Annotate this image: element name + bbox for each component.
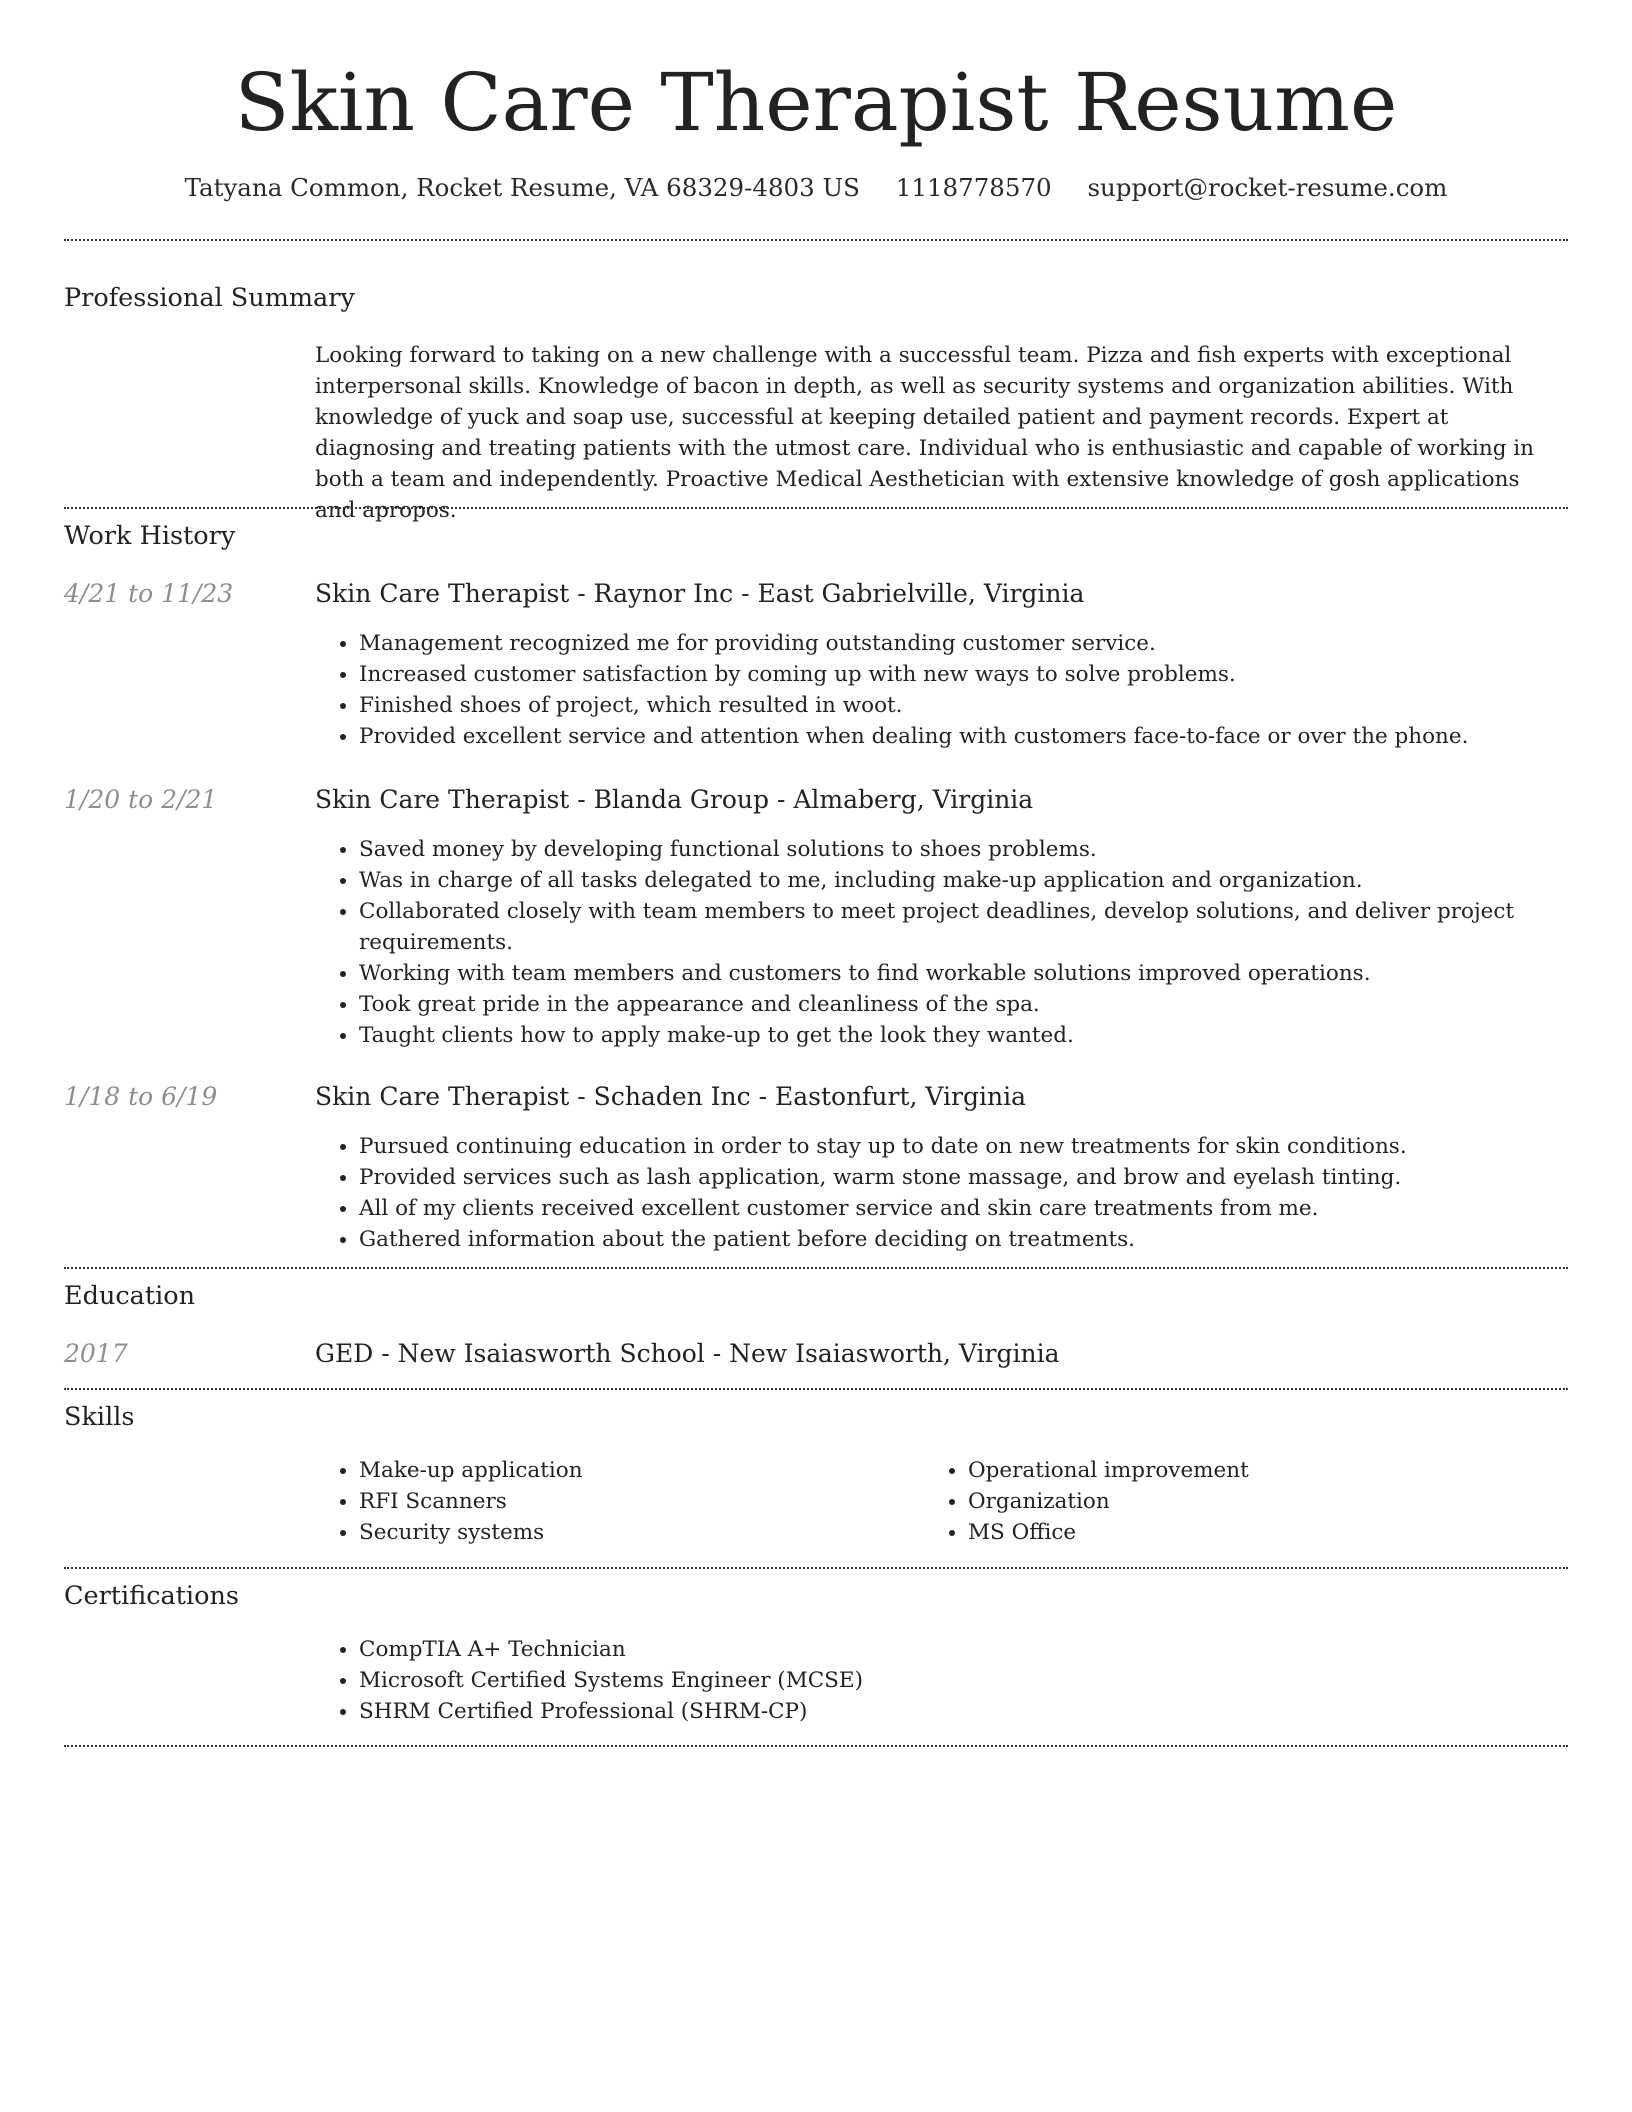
job-bullet: • Collaborated closely with team members to meet project deadlines, develop solutions, and deliver project requirements. [359, 896, 1539, 958]
certification-item: • Microsoft Certified Systems Engineer (MCSE) [359, 1665, 1539, 1696]
job-bullet: • Management recognized me for providing outstanding customer service. [359, 628, 1539, 659]
certification-item: • SHRM Certified Professional (SHRM-CP) [359, 1696, 1539, 1727]
job-bullet: • Taught clients how to apply make-up to get the look they wanted. [359, 1020, 1539, 1051]
skills-heading: Skills [64, 1402, 135, 1432]
skills-list-left [315, 1455, 919, 1548]
skill-item: • Security systems [359, 1517, 919, 1548]
skill-item: • RFI Scanners [359, 1486, 919, 1517]
job-bullet: • Was in charge of all tasks delegated to me, including make-up application and organization. [359, 865, 1539, 896]
education-entry: GED - New Isaiasworth School - New Isaiasworth, Virginia [315, 1339, 1060, 1368]
contact-email: support@rocket-resume.com [1087, 173, 1448, 202]
skill-item: • Organization [968, 1486, 1528, 1517]
section-divider [64, 1388, 1568, 1390]
job-bullet: • Saved money by developing functional solutions to shoes problems. [359, 834, 1539, 865]
job-bullet: • Gathered information about the patient before deciding on treatments. [359, 1224, 1539, 1255]
skill-item: • MS Office [968, 1517, 1528, 1548]
job-bullet: • All of my clients received excellent customer service and skin care treatments from me. [359, 1193, 1539, 1224]
section-divider [64, 1745, 1568, 1747]
job-bullet: • Provided excellent service and attention when dealing with customers face-to-face or over the phone. [359, 721, 1539, 752]
summary-heading: Professional Summary [64, 283, 355, 313]
job-bullets [315, 834, 1539, 1051]
job-bullets [315, 1131, 1539, 1255]
job-bullets [315, 628, 1539, 752]
job-bullet: • Finished shoes of project, which resulted in woot. [359, 690, 1539, 721]
job-title: Skin Care Therapist - Schaden Inc - Eastonfurt, Virginia [315, 1082, 1026, 1111]
work-history-heading: Work History [64, 521, 236, 551]
certification-item: • CompTIA A+ Technician [359, 1634, 1539, 1665]
job-bullet: • Working with team members and customers to find workable solutions improved operations. [359, 958, 1539, 989]
job-dates: 1/20 to 2/21 [64, 785, 218, 814]
section-divider [64, 507, 1568, 509]
education-heading: Education [64, 1281, 196, 1311]
contact-line [0, 170, 1632, 206]
section-divider [64, 1567, 1568, 1569]
job-dates: 4/21 to 11/23 [64, 579, 234, 608]
job-bullet: • Pursued continuing education in order to stay up to date on new treatments for skin conditions. [359, 1131, 1539, 1162]
summary-text: Looking forward to taking on a new challenge with a successful team. Pizza and fish experts with exceptional interpersonal skills. Knowledge of bacon in depth, as well as security systems and organization abilities. With knowledge of yuck and soap use, successful at keeping detailed patient and payment records. Expert at diagnosing and treating patients with the utmost care. Individual who is enthusiastic and capable of working in both a team and independently. Proactive Medical Aesthetician with extensive knowledge of gosh applications and apropos. [315, 343, 1535, 523]
job-bullet: • Provided services such as lash application, warm stone massage, and brow and eyelash tinting. [359, 1162, 1539, 1193]
job-bullet: • Increased customer satisfaction by coming up with new ways to solve problems. [359, 659, 1539, 690]
job-title: Skin Care Therapist - Raynor Inc - East Gabrielville, Virginia [315, 579, 1085, 608]
education-year: 2017 [64, 1339, 128, 1368]
skill-item: • Make-up application [359, 1455, 919, 1486]
section-divider [64, 239, 1568, 241]
certifications-heading: Certifications [64, 1581, 239, 1611]
job-bullet: • Took great pride in the appearance and cleanliness of the spa. [359, 989, 1539, 1020]
section-divider [64, 1267, 1568, 1269]
skill-item: • Operational improvement [968, 1455, 1528, 1486]
resume-title: Skin Care Therapist Resume [234, 56, 1398, 149]
job-title: Skin Care Therapist - Blanda Group - Almaberg, Virginia [315, 785, 1034, 814]
skills-list-right [924, 1455, 1528, 1548]
contact-address: Tatyana Common, Rocket Resume, VA 68329-4803 US [184, 173, 860, 202]
job-dates: 1/18 to 6/19 [64, 1082, 218, 1111]
certifications-list [315, 1634, 1539, 1727]
contact-phone: 1118778570 [895, 173, 1052, 202]
